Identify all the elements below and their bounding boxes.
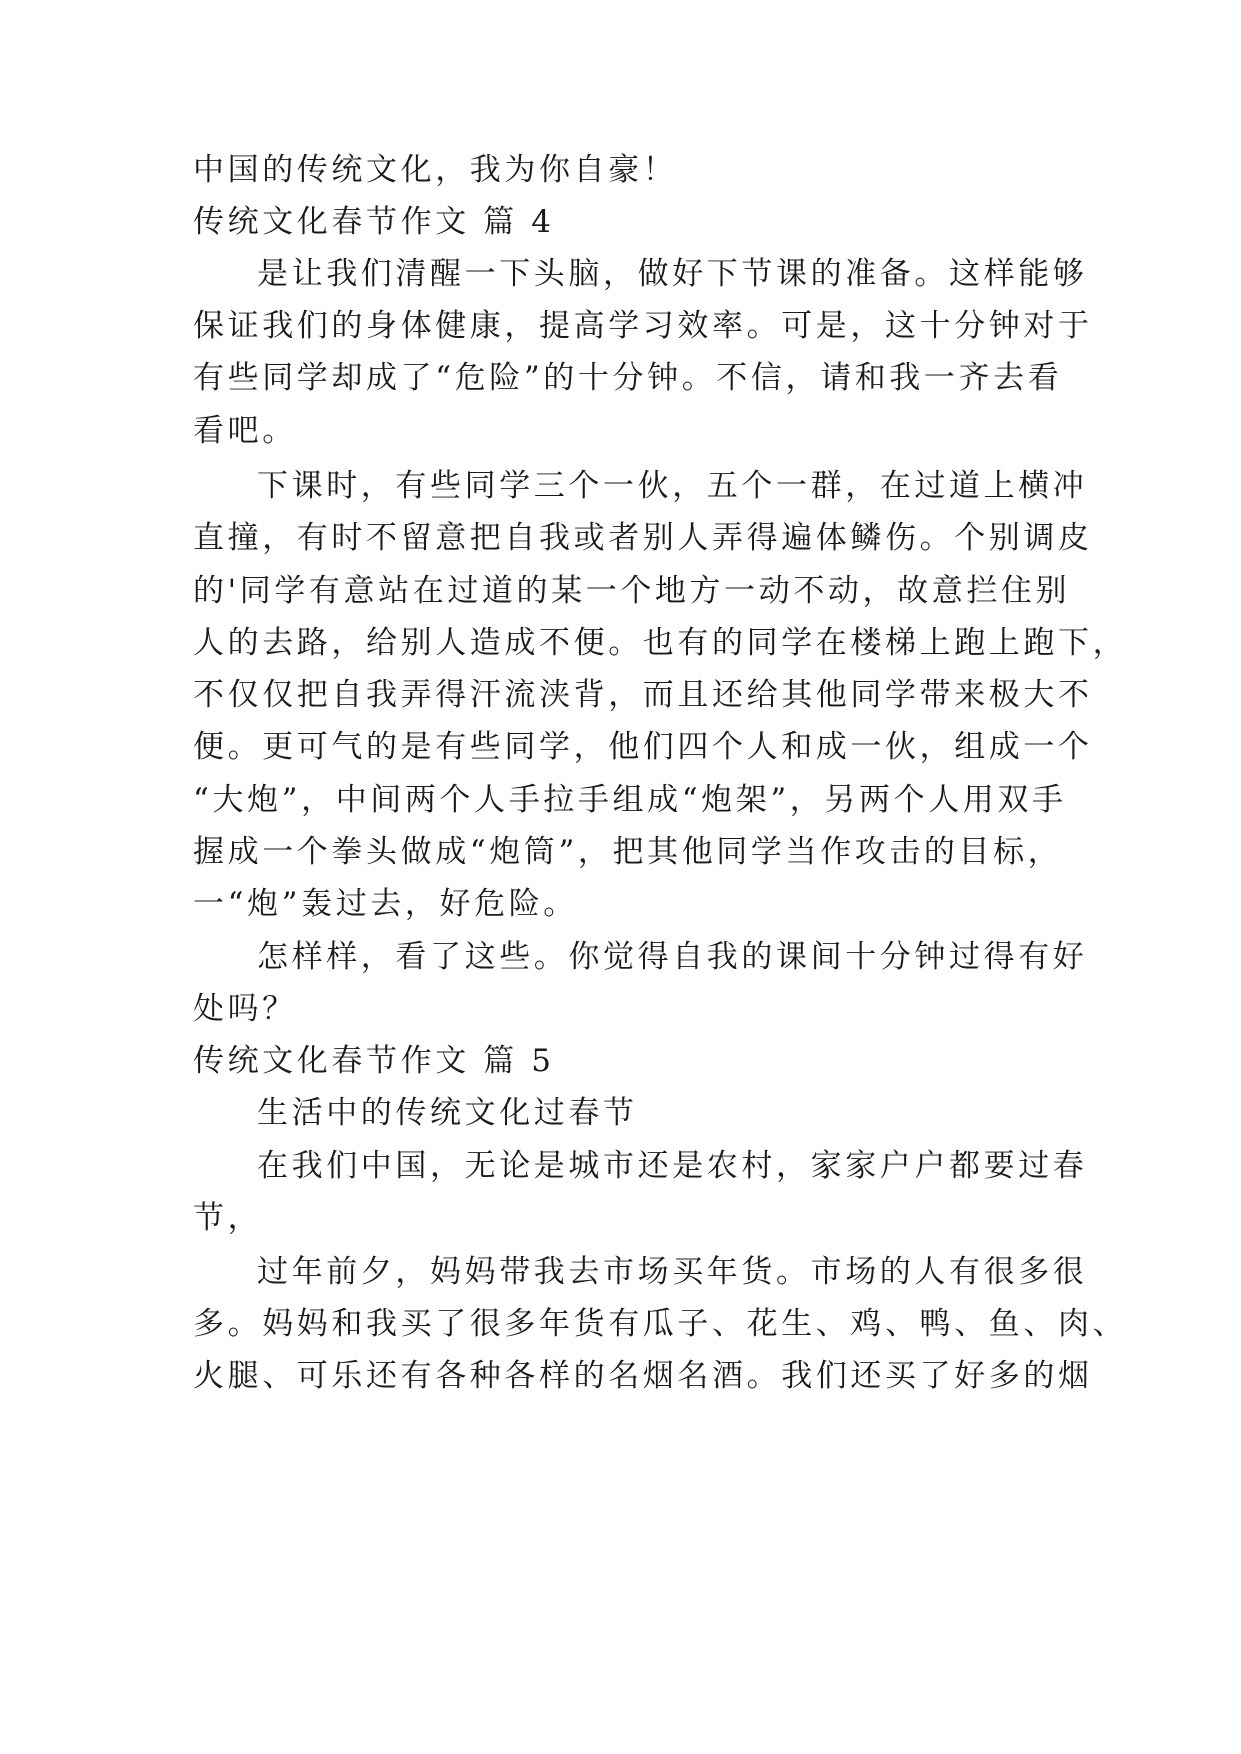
paragraph-line: 便。更可气的是有些同学，他们四个人和成一伙，组成一个 [193, 729, 1093, 765]
section-heading-4: 传统文化春节作文 篇 4 [193, 204, 555, 240]
section-heading-5: 传统文化春节作文 篇 5 [193, 1043, 555, 1079]
paragraph-line: 是让我们清醒一下头脑，做好下节课的准备。这样能够 [257, 256, 1088, 292]
paragraph-line: 在我们中国，无论是城市还是农村，家家户户都要过春 [257, 1148, 1088, 1184]
paragraph-line: 火腿、可乐还有各种各样的名烟名酒。我们还买了好多的烟 [193, 1358, 1093, 1394]
paragraph-line: 多。妈妈和我买了很多年货有瓜子、花生、鸡、鸭、鱼、肉、 [193, 1306, 1128, 1342]
closing-sentence: 中国的传统文化，我为你自豪！ [193, 152, 678, 188]
paragraph-line: 一“炮”轰过去，好危险。 [193, 886, 578, 922]
paragraph-line: 人的去路，给别人造成不便。也有的同学在楼梯上跑上跑下， [193, 625, 1128, 661]
paragraph-line: 的'同学有意站在过道的某一个地方一动不动，故意拦住别 [193, 573, 1071, 609]
paragraph-line: 保证我们的身体健康，提高学习效率。可是，这十分钟对于 [193, 308, 1093, 344]
paragraph-line: 有些同学却成了“危险”的十分钟。不信，请和我一齐去看 [193, 360, 1063, 396]
paragraph-line: 看吧。 [193, 413, 297, 449]
paragraph-line: 不仅仅把自我弄得汗流浃背，而且还给其他同学带来极大不 [193, 677, 1093, 713]
paragraph-line: 处吗？ [193, 991, 297, 1027]
paragraph-line: “大炮”，中间两个人手拉手组成“炮架”，另两个人用双手 [193, 782, 1067, 818]
essay-title: 生活中的传统文化过春节 [257, 1095, 638, 1131]
paragraph-line: 下课时，有些同学三个一伙，五个一群，在过道上横冲 [257, 468, 1088, 504]
paragraph-line: 过年前夕，妈妈带我去市场买年货。市场的人有很多很 [257, 1254, 1088, 1290]
paragraph-line: 直撞，有时不留意把自我或者别人弄得遍体鳞伤。个别调皮 [193, 520, 1093, 556]
paragraph-line: 怎样样，看了这些。你觉得自我的课间十分钟过得有好 [257, 939, 1088, 975]
paragraph-line: 节， [193, 1200, 263, 1236]
paragraph-line: 握成一个拳头做成“炮筒”，把其他同学当作攻击的目标， [193, 834, 1063, 870]
